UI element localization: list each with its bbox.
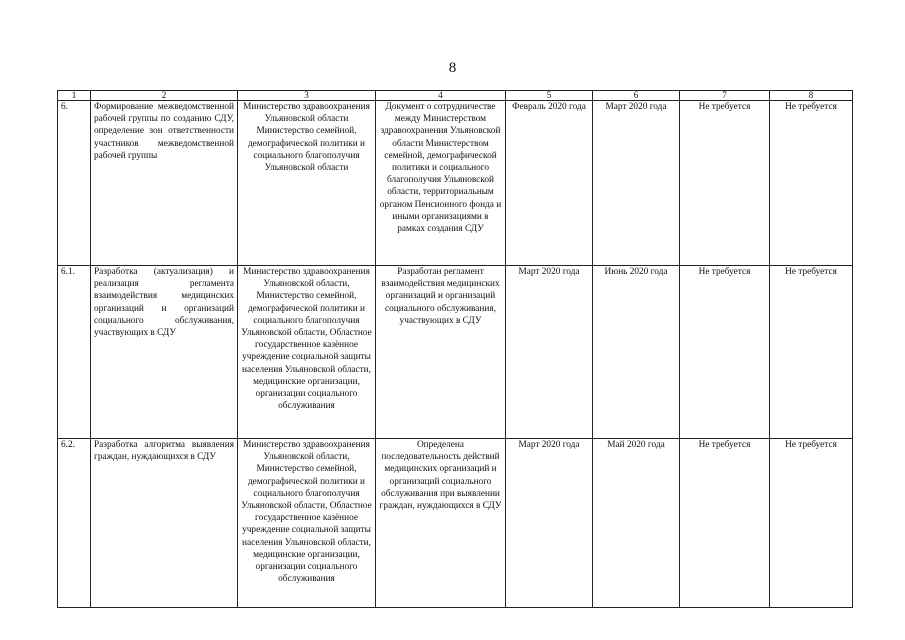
activity-cell: Разработка (актуализация) и реализация регламента взаимодействия медицинских организаций и организаций социального обслуживания, участвующих в СДУ <box>91 266 238 439</box>
column-header: 3 <box>238 91 376 101</box>
column-header: 6 <box>593 91 680 101</box>
row-number: 6. <box>58 101 91 266</box>
end-date-cell: Май 2020 года <box>593 439 680 608</box>
column-8-cell: Не требуется <box>770 101 853 266</box>
table-row <box>58 266 853 439</box>
column-header: 7 <box>680 91 770 101</box>
end-date-cell: Июнь 2020 года <box>593 266 680 439</box>
row-number: 6.1. <box>58 266 91 439</box>
table-header-row <box>58 91 853 101</box>
column-header: 4 <box>376 91 506 101</box>
result-cell: Определена последовательность действий медицинских организаций и организаций социального обслуживания при выявлении граждан, нуждающихся в СДУ <box>376 439 506 608</box>
column-8-cell: Не требуется <box>770 266 853 439</box>
start-date-cell: Март 2020 года <box>506 439 593 608</box>
column-header: 8 <box>770 91 853 101</box>
column-8-cell: Не требуется <box>770 439 853 608</box>
column-header: 2 <box>91 91 238 101</box>
activity-cell: Разработка алгоритма выявления граждан, нуждающихся в СДУ <box>91 439 238 608</box>
table-row <box>58 101 853 266</box>
column-header: 1 <box>58 91 91 101</box>
plan-table <box>57 90 853 608</box>
result-cell: Документ о сотрудничестве между Министерством здравоохранения Ульяновской области Министерством семейной, демографической политики и социального благополучия Ульяновской области, территориальным органом Пенсионного фонда и иными организациями в рамках создания СДУ <box>376 101 506 266</box>
responsible-cell: Министерство здравоохранения Ульяновской области, Министерство семейной, демографической политики и социального благополучия Ульяновской области, Областное государственное казённое учреждение социальной защиты населения Ульяновской области, медицинские организации, организации социального обслуживания <box>238 266 376 439</box>
column-header: 5 <box>506 91 593 101</box>
column-7-cell: Не требуется <box>680 101 770 266</box>
start-date-cell: Февраль 2020 года <box>506 101 593 266</box>
activity-cell: Формирование межведомственной рабочей группы по созданию СДУ, определение зон ответственности участников межведомственной рабочей группы <box>91 101 238 266</box>
row-number: 6.2. <box>58 439 91 608</box>
start-date-cell: Март 2020 года <box>506 266 593 439</box>
end-date-cell: Март 2020 года <box>593 101 680 266</box>
page-number: 8 <box>448 60 457 76</box>
column-7-cell: Не требуется <box>680 439 770 608</box>
column-7-cell: Не требуется <box>680 266 770 439</box>
responsible-cell: Министерство здравоохранения Ульяновской области, Министерство семейной, демографической политики и социального благополучия Ульяновской области, Областное государственное казённое учреждение социальной защиты населения Ульяновской области, медицинские организации, организации социального обслуживания <box>238 439 376 608</box>
table-row <box>58 439 853 608</box>
result-cell: Разработан регламент взаимодействия медицинских организаций и организаций социального обслуживания, участвующих в СДУ <box>376 266 506 439</box>
responsible-cell: Министерство здравоохранения Ульяновской области Министерство семейной, демографической политики и социального благополучия Ульяновской области <box>238 101 376 266</box>
